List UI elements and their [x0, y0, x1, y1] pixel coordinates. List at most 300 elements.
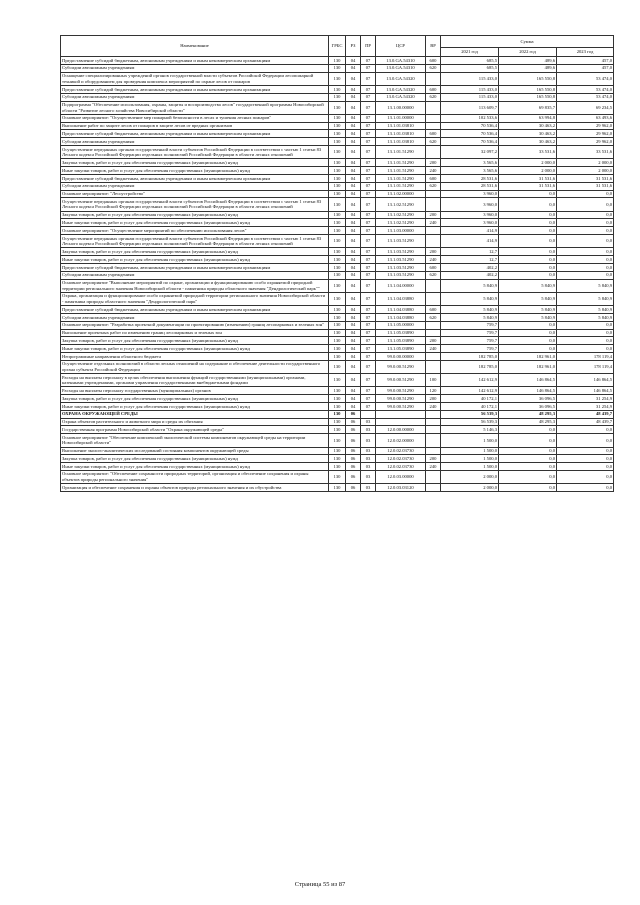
- cell-vr: 600: [426, 130, 441, 138]
- cell-vr: 240: [426, 463, 441, 471]
- cell-b: 0,0: [499, 256, 557, 264]
- cell-rz: 04: [346, 235, 361, 248]
- header-2021: 2021 год: [441, 48, 499, 57]
- cell-b: 165 550,8: [499, 72, 557, 85]
- cell-c: 0,0: [557, 235, 614, 248]
- cell-b: 0,0: [499, 198, 557, 211]
- cell-vr: [426, 227, 441, 235]
- cell-vr: 620: [426, 138, 441, 146]
- cell-csr: 12.0.02.03730: [376, 455, 426, 463]
- cell-grbs: 130: [329, 159, 346, 167]
- cell-c: 457,0: [557, 57, 614, 65]
- cell-a: 40 172,1: [441, 403, 499, 411]
- cell-rz: 04: [346, 159, 361, 167]
- cell-csr: 13.1.03.51290: [376, 263, 426, 271]
- cell-name: Осуществление переданных органам государственной власти субъектов Российской Федерации в соответствии с частью 1 статьи 83 Лесного кодекса Российской Федерации отдельных полномочий Российской Федерации в области лесных отношений: [61, 235, 329, 248]
- cell-csr: 99.0.00.51290: [376, 395, 426, 403]
- cell-b: 0,0: [499, 426, 557, 434]
- cell-b: 0,0: [499, 190, 557, 198]
- cell-vr: [426, 360, 441, 373]
- cell-vr: [426, 329, 441, 337]
- cell-csr: 99.0.00.51290: [376, 374, 426, 387]
- cell-csr: 13.1.02.51290: [376, 219, 426, 227]
- table-row: [61, 345, 614, 353]
- cell-name: Государственная программа Новосибирской области "Охрана окружающей среды": [61, 426, 329, 434]
- cell-b: 0,0: [499, 447, 557, 455]
- cell-c: 29 962,0: [557, 130, 614, 138]
- cell-name: Выполнение работ по защите лесов от пожаров в защите лесов от вредных организмов: [61, 122, 329, 130]
- cell-b: 182 961,0: [499, 352, 557, 360]
- cell-a: 5 840,9: [441, 292, 499, 305]
- cell-pr: 03: [361, 463, 376, 471]
- table-row: [61, 174, 614, 182]
- cell-a: 70 536,4: [441, 130, 499, 138]
- cell-c: 53 474,0: [557, 85, 614, 93]
- cell-a: 402,2: [441, 271, 499, 279]
- cell-a: 182 785,0: [441, 352, 499, 360]
- cell-name: Иные закупки товаров, работ и услуг для обеспечения государственных (муниципальных) нужд: [61, 256, 329, 264]
- cell-c: 0,0: [557, 434, 614, 447]
- table-row: [61, 159, 614, 167]
- cell-csr: 12.0.00.00000: [376, 426, 426, 434]
- header-rz: РЗ: [346, 36, 361, 57]
- cell-name: Непрограммные направления областного бюджета: [61, 352, 329, 360]
- cell-b: 36 096,5: [499, 395, 557, 403]
- cell-rz: 04: [346, 72, 361, 85]
- cell-b: 30 463,2: [499, 122, 557, 130]
- cell-grbs: 130: [329, 227, 346, 235]
- cell-name: Предоставление субсидий бюджетным, автономным учреждениям и иным некоммерческим организациям: [61, 306, 329, 314]
- cell-vr: 240: [426, 345, 441, 353]
- cell-c: 31 254,9: [557, 403, 614, 411]
- cell-grbs: 130: [329, 410, 346, 418]
- cell-vr: [426, 122, 441, 130]
- cell-a: 182 785,0: [441, 360, 499, 373]
- table-row: [61, 198, 614, 211]
- cell-csr: 13.1.01.51290: [376, 159, 426, 167]
- cell-b: 5 840,9: [499, 306, 557, 314]
- cell-rz: 04: [346, 403, 361, 411]
- cell-rz: 04: [346, 138, 361, 146]
- cell-c: 146 864,5: [557, 387, 614, 395]
- cell-vr: 600: [426, 85, 441, 93]
- cell-a: 759,7: [441, 345, 499, 353]
- cell-grbs: 130: [329, 292, 346, 305]
- table-row: [61, 167, 614, 175]
- budget-table-container: [60, 35, 613, 492]
- cell-a: 142 612,9: [441, 387, 499, 395]
- cell-csr: [376, 410, 426, 418]
- cell-pr: 07: [361, 360, 376, 373]
- cell-b: 0,0: [499, 434, 557, 447]
- cell-name: Закупка товаров, работ и услуг для обеспечения государственных (муниципальных) нужд: [61, 159, 329, 167]
- cell-a: 3 565,6: [441, 159, 499, 167]
- cell-csr: 13.1.05.03890: [376, 345, 426, 353]
- cell-a: 402,2: [441, 263, 499, 271]
- cell-b: 0,0: [499, 337, 557, 345]
- cell-vr: [426, 426, 441, 434]
- cell-name: Субсидии автономным учреждениям: [61, 271, 329, 279]
- cell-csr: 13.1.04.03880: [376, 292, 426, 305]
- header-csr: ЦСР: [376, 36, 426, 57]
- cell-c: 5 840,9: [557, 314, 614, 322]
- cell-name: Предоставление субсидий бюджетным, автономным учреждениям и иным некоммерческим организациям: [61, 263, 329, 271]
- cell-c: 0,0: [557, 211, 614, 219]
- cell-rz: 04: [346, 387, 361, 395]
- header-sum: Сумма: [441, 36, 614, 48]
- cell-pr: 07: [361, 387, 376, 395]
- cell-c: 63 493,6: [557, 114, 614, 122]
- cell-grbs: 130: [329, 395, 346, 403]
- table-row: [61, 374, 614, 387]
- cell-c: 0,0: [557, 219, 614, 227]
- cell-pr: 07: [361, 374, 376, 387]
- cell-b: 0,0: [499, 321, 557, 329]
- cell-pr: 03: [361, 455, 376, 463]
- cell-pr: 03: [361, 447, 376, 455]
- cell-rz: 06: [346, 434, 361, 447]
- table-row: [61, 130, 614, 138]
- cell-c: 2 000,0: [557, 167, 614, 175]
- cell-rz: 04: [346, 395, 361, 403]
- cell-c: 0,0: [557, 470, 614, 483]
- cell-csr: 13.1.01.51290: [376, 182, 426, 190]
- cell-rz: 06: [346, 463, 361, 471]
- cell-b: 0,0: [499, 235, 557, 248]
- cell-c: 0,0: [557, 426, 614, 434]
- page-number: Страница 55 из 87: [294, 881, 346, 888]
- cell-b: 48 295,3: [499, 410, 557, 418]
- table-row: [61, 410, 614, 418]
- cell-vr: 120: [426, 387, 441, 395]
- cell-rz: 04: [346, 101, 361, 114]
- cell-csr: 13.0.GA.54310: [376, 57, 426, 65]
- cell-b: 165 550,8: [499, 93, 557, 101]
- cell-a: 32 097,2: [441, 146, 499, 159]
- cell-name: Осуществление переданных органам государственной власти субъектов Российской Федерации в соответствии с частью 1 статьи 83 Лесного кодекса Российской Федерации отдельных полномочий Российской Федерации в области лесных отношений: [61, 198, 329, 211]
- cell-c: 178 119,4: [557, 360, 614, 373]
- cell-grbs: 130: [329, 387, 346, 395]
- cell-name: Выполнение проектных работ по изменению границ лесопарковых и зеленых зон: [61, 329, 329, 337]
- cell-rz: 04: [346, 227, 361, 235]
- cell-rz: 04: [346, 182, 361, 190]
- cell-c: 0,0: [557, 337, 614, 345]
- cell-pr: 07: [361, 174, 376, 182]
- cell-rz: 04: [346, 271, 361, 279]
- cell-name: Предоставление субсидий бюджетным, автономным учреждениям и иным некоммерческим организациям: [61, 57, 329, 65]
- cell-c: 0,0: [557, 463, 614, 471]
- cell-c: 178 119,4: [557, 352, 614, 360]
- cell-a: 1 500,0: [441, 447, 499, 455]
- cell-csr: 13.1.02.51290: [376, 211, 426, 219]
- table-row: [61, 360, 614, 373]
- cell-a: 1 500,0: [441, 463, 499, 471]
- cell-rz: 04: [346, 174, 361, 182]
- cell-a: 759,7: [441, 337, 499, 345]
- cell-grbs: 130: [329, 321, 346, 329]
- cell-rz: 04: [346, 374, 361, 387]
- cell-vr: 620: [426, 93, 441, 101]
- cell-vr: 240: [426, 403, 441, 411]
- cell-a: 70 536,4: [441, 122, 499, 130]
- cell-grbs: 130: [329, 174, 346, 182]
- cell-grbs: 130: [329, 279, 346, 292]
- table-row: [61, 227, 614, 235]
- cell-b: 0,0: [499, 463, 557, 471]
- cell-vr: [426, 101, 441, 114]
- cell-c: 0,0: [557, 455, 614, 463]
- table-row: [61, 447, 614, 455]
- table-row: [61, 455, 614, 463]
- cell-pr: 07: [361, 352, 376, 360]
- cell-name: Субсидии автономным учреждениям: [61, 182, 329, 190]
- table-row: [61, 263, 614, 271]
- cell-grbs: 130: [329, 306, 346, 314]
- cell-name: Иные закупки товаров, работ и услуг для обеспечения государственных (муниципальных) нужд: [61, 219, 329, 227]
- table-row: [61, 314, 614, 322]
- cell-a: 28 531,6: [441, 182, 499, 190]
- cell-a: 102 533,6: [441, 114, 499, 122]
- cell-pr: 07: [361, 235, 376, 248]
- cell-pr: 07: [361, 198, 376, 211]
- cell-csr: 13.1.04.03880: [376, 306, 426, 314]
- cell-grbs: 130: [329, 463, 346, 471]
- cell-vr: [426, 484, 441, 492]
- cell-b: 69 835,7: [499, 101, 557, 114]
- cell-rz: 04: [346, 321, 361, 329]
- cell-grbs: 130: [329, 314, 346, 322]
- cell-a: 3 960,0: [441, 190, 499, 198]
- cell-name: Осуществление отдельных полномочий в области лесных отношений на содержание и обеспечение деятельности государственного органа субъекта Российской Федерации: [61, 360, 329, 373]
- cell-a: 5 146,3: [441, 426, 499, 434]
- cell-b: 0,0: [499, 470, 557, 483]
- cell-pr: 07: [361, 182, 376, 190]
- cell-c: 0,0: [557, 345, 614, 353]
- cell-c: 5 840,9: [557, 306, 614, 314]
- cell-name: Предоставление субсидий бюджетным, автономным учреждениям и иным некоммерческим организациям: [61, 85, 329, 93]
- cell-grbs: 130: [329, 72, 346, 85]
- cell-pr: 07: [361, 114, 376, 122]
- table-row: [61, 72, 614, 85]
- cell-grbs: 130: [329, 146, 346, 159]
- cell-rz: 04: [346, 314, 361, 322]
- cell-grbs: 130: [329, 426, 346, 434]
- table-row: [61, 101, 614, 114]
- cell-b: 146 864,5: [499, 374, 557, 387]
- header-name: Наименование: [61, 36, 329, 57]
- table-row: [61, 146, 614, 159]
- cell-csr: 99.0.00.51290: [376, 403, 426, 411]
- table-row: [61, 418, 614, 426]
- cell-b: 5 840,9: [499, 279, 557, 292]
- cell-a: 5 840,9: [441, 306, 499, 314]
- cell-name: Основное мероприятие: "Осуществление мер пожарной безопасности в лесах и тушения лесных пожаров": [61, 114, 329, 122]
- cell-c: 33 531,6: [557, 146, 614, 159]
- cell-b: 0,0: [499, 219, 557, 227]
- cell-name: Предоставление субсидий бюджетным, автономным учреждениям и иным некоммерческим организациям: [61, 174, 329, 182]
- cell-a: 1 500,0: [441, 434, 499, 447]
- cell-csr: [376, 418, 426, 426]
- cell-rz: 04: [346, 57, 361, 65]
- cell-rz: 04: [346, 292, 361, 305]
- cell-grbs: 130: [329, 190, 346, 198]
- cell-b: 31 531,6: [499, 182, 557, 190]
- cell-grbs: 130: [329, 455, 346, 463]
- cell-name: Организация и обеспечение сохранения и охраны объектов природы регионального значения и их обустройства: [61, 484, 329, 492]
- cell-name: Оснащение специализированных учреждений органов государственной власти субъектов Российской Федерации лесопожарной техникой и оборудованием для проведения комплекса мероприятий по охране лесов от пожаров: [61, 72, 329, 85]
- header-grbs: ГРБС: [329, 36, 346, 57]
- cell-c: 0,0: [557, 198, 614, 211]
- cell-a: 3 960,0: [441, 198, 499, 211]
- cell-grbs: 130: [329, 345, 346, 353]
- cell-pr: 07: [361, 314, 376, 322]
- cell-pr: 07: [361, 306, 376, 314]
- cell-grbs: 130: [329, 114, 346, 122]
- cell-b: 182 961,0: [499, 360, 557, 373]
- cell-name: Субсидии автономным учреждениям: [61, 93, 329, 101]
- cell-grbs: 130: [329, 211, 346, 219]
- cell-grbs: 130: [329, 263, 346, 271]
- cell-grbs: 130: [329, 64, 346, 72]
- cell-c: 0,0: [557, 329, 614, 337]
- cell-vr: [426, 235, 441, 248]
- cell-c: 0,0: [557, 447, 614, 455]
- cell-c: 0,0: [557, 321, 614, 329]
- cell-a: 685,5: [441, 57, 499, 65]
- cell-c: 5 840,9: [557, 279, 614, 292]
- table-row: [61, 182, 614, 190]
- cell-rz: 04: [346, 306, 361, 314]
- cell-name: Иные закупки товаров, работ и услуг для обеспечения государственных (муниципальных) нужд: [61, 463, 329, 471]
- cell-vr: 200: [426, 211, 441, 219]
- cell-grbs: 130: [329, 130, 346, 138]
- cell-c: 0,0: [557, 227, 614, 235]
- cell-a: 3 960,0: [441, 219, 499, 227]
- cell-name: Охрана, организация и функционирование особо охраняемой природной территории регионального значения Новосибирской области - памятника природы областного значения "Дендрологический парк": [61, 292, 329, 305]
- cell-rz: 06: [346, 447, 361, 455]
- cell-grbs: 130: [329, 182, 346, 190]
- cell-pr: 03: [361, 484, 376, 492]
- cell-a: 5 840,9: [441, 314, 499, 322]
- cell-b: 0,0: [499, 329, 557, 337]
- cell-grbs: 130: [329, 470, 346, 483]
- cell-c: 48 439,7: [557, 418, 614, 426]
- cell-vr: 600: [426, 306, 441, 314]
- table-row: [61, 271, 614, 279]
- cell-rz: 06: [346, 426, 361, 434]
- cell-a: 3 565,6: [441, 167, 499, 175]
- cell-grbs: 130: [329, 418, 346, 426]
- cell-b: 489,6: [499, 57, 557, 65]
- cell-a: 12,7: [441, 248, 499, 256]
- cell-name: Основное мероприятие: "Лесоустройство": [61, 190, 329, 198]
- cell-a: 759,7: [441, 321, 499, 329]
- cell-grbs: 130: [329, 57, 346, 65]
- cell-rz: 06: [346, 484, 361, 492]
- cell-csr: 12.0.02.03730: [376, 463, 426, 471]
- cell-rz: 06: [346, 410, 361, 418]
- table-row: [61, 329, 614, 337]
- cell-rz: 04: [346, 85, 361, 93]
- cell-pr: [361, 410, 376, 418]
- cell-rz: 04: [346, 329, 361, 337]
- cell-rz: 04: [346, 219, 361, 227]
- cell-name: Иные закупки товаров, работ и услуг для обеспечения государственных (муниципальных) нужд: [61, 167, 329, 175]
- cell-csr: 13.0.GA.54320: [376, 72, 426, 85]
- cell-a: 40 172,1: [441, 395, 499, 403]
- cell-grbs: 130: [329, 235, 346, 248]
- cell-rz: 04: [346, 122, 361, 130]
- cell-a: 115 433,0: [441, 93, 499, 101]
- cell-csr: 13.1.01.03810: [376, 122, 426, 130]
- cell-a: 56 539,3: [441, 410, 499, 418]
- cell-vr: 620: [426, 271, 441, 279]
- header-vr: ВР: [426, 36, 441, 57]
- cell-c: 31 254,9: [557, 395, 614, 403]
- cell-vr: 600: [426, 263, 441, 271]
- cell-pr: 07: [361, 219, 376, 227]
- cell-pr: 07: [361, 72, 376, 85]
- table-row: [61, 211, 614, 219]
- cell-csr: 13.1.02.51290: [376, 198, 426, 211]
- cell-pr: 03: [361, 426, 376, 434]
- cell-vr: 620: [426, 314, 441, 322]
- table-row: [61, 93, 614, 101]
- cell-c: 0,0: [557, 190, 614, 198]
- cell-pr: 07: [361, 395, 376, 403]
- cell-grbs: 130: [329, 122, 346, 130]
- table-row: [61, 248, 614, 256]
- table-row: [61, 64, 614, 72]
- cell-vr: 100: [426, 374, 441, 387]
- cell-pr: 07: [361, 138, 376, 146]
- cell-rz: 04: [346, 279, 361, 292]
- table-row: [61, 256, 614, 264]
- cell-pr: 07: [361, 190, 376, 198]
- cell-b: 0,0: [499, 263, 557, 271]
- cell-b: 36 096,5: [499, 403, 557, 411]
- cell-grbs: 130: [329, 360, 346, 373]
- header-pr: ПР: [361, 36, 376, 57]
- cell-csr: 12.0.02.00000: [376, 434, 426, 447]
- table-row: [61, 292, 614, 305]
- cell-a: 759,7: [441, 329, 499, 337]
- cell-a: 12,7: [441, 256, 499, 264]
- cell-c: 48 439,7: [557, 410, 614, 418]
- cell-a: 142 612,9: [441, 374, 499, 387]
- cell-grbs: 130: [329, 271, 346, 279]
- cell-rz: 04: [346, 352, 361, 360]
- cell-vr: [426, 146, 441, 159]
- cell-name: Охрана объектов растительного и животного мира и среды их обитания: [61, 418, 329, 426]
- cell-rz: 04: [346, 263, 361, 271]
- cell-grbs: 130: [329, 337, 346, 345]
- cell-vr: 600: [426, 57, 441, 65]
- cell-grbs: 130: [329, 352, 346, 360]
- cell-rz: 04: [346, 337, 361, 345]
- cell-a: 2 000,0: [441, 470, 499, 483]
- cell-csr: 13.1.01.51290: [376, 167, 426, 175]
- table-row: [61, 306, 614, 314]
- cell-rz: 06: [346, 455, 361, 463]
- cell-c: 29 962,0: [557, 122, 614, 130]
- cell-name: Иные закупки товаров, работ и услуг для обеспечения государственных (муниципальных) нужд: [61, 345, 329, 353]
- cell-name: Основное мероприятие: "Осуществление мероприятий по обеспечению использования лесов": [61, 227, 329, 235]
- cell-c: 0,0: [557, 248, 614, 256]
- cell-pr: 03: [361, 470, 376, 483]
- cell-rz: 06: [346, 470, 361, 483]
- cell-vr: 600: [426, 174, 441, 182]
